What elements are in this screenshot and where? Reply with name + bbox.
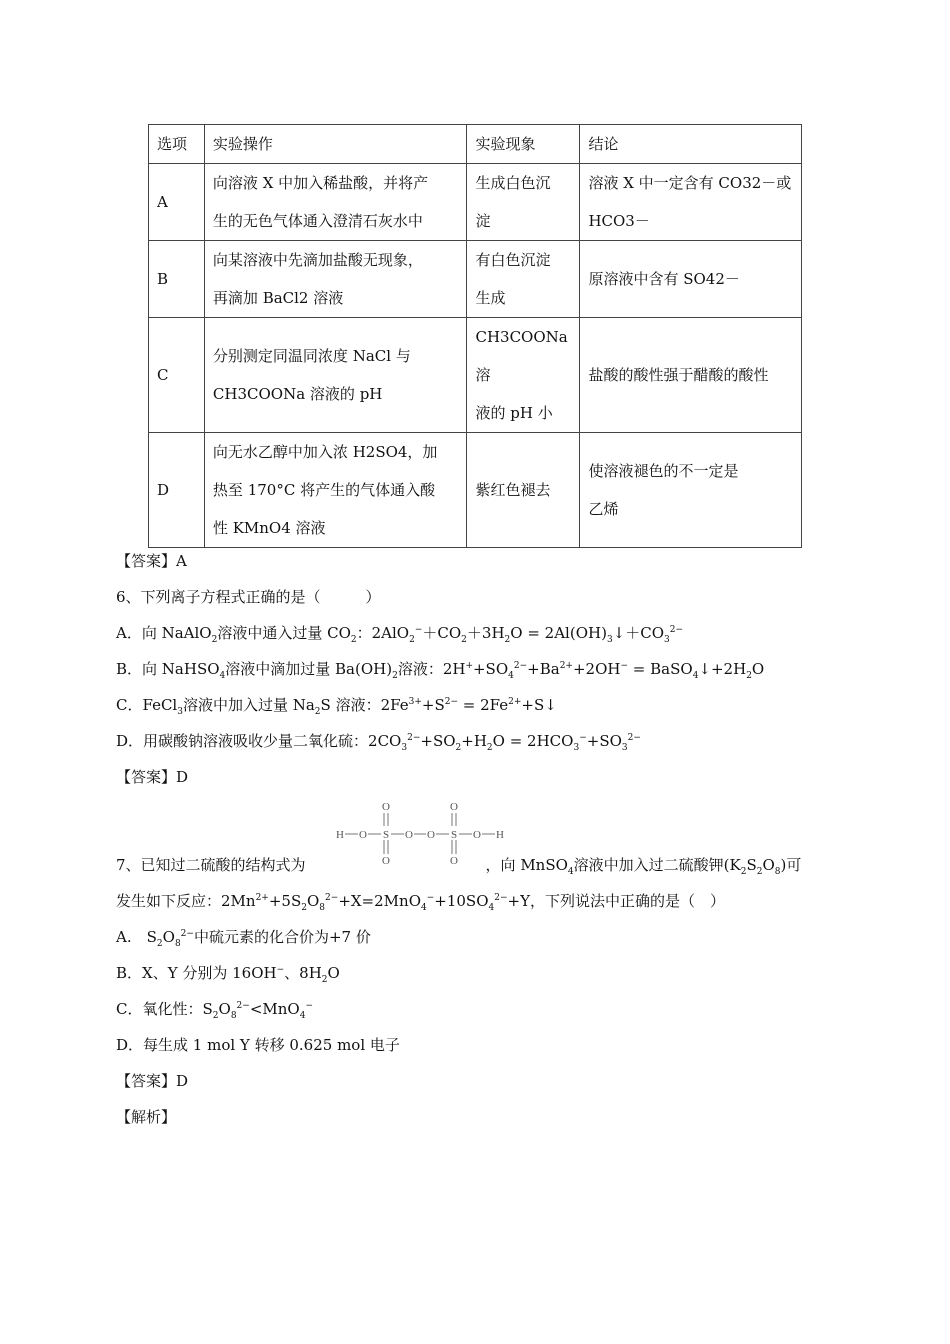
question-7-stem-line-1: 7、已知过二硫酸的结构式为 ，向 MnSO$_4$溶液中加入过二硫酸钾$(K_2S_2O_8)$可 — [116, 856, 802, 877]
answer-5: 【答案】A — [116, 552, 187, 570]
atom-label: O — [405, 829, 413, 841]
header-option: 选项 — [149, 125, 205, 164]
header-conclusion: 结论 — [580, 125, 802, 164]
row-conclusion: 原溶液中含有 SO42－ — [580, 241, 802, 318]
question-6-stem: 6、下列离子方程式正确的是（ ） — [116, 588, 381, 606]
row-operation: 分别测定同温同浓度 NaCl 与 CH3COONa 溶液的 pH — [204, 318, 467, 433]
row-phenomenon: 紫红色褪去 — [467, 433, 580, 548]
atom-label: S — [450, 829, 458, 841]
answer-7: 【答案】D — [116, 1072, 189, 1090]
question-7-option-d: D．每生成 1 mol Y 转移 0.625 mol 电子 — [116, 1036, 400, 1054]
row-operation: 向某溶液中先滴加盐酸无现象， 再滴加 BaCl2 溶液 — [204, 241, 467, 318]
atom-label: H — [336, 829, 344, 841]
question-6-option-d: D．用碳酸钠溶液吸收少量二氧化硫：$2CO_3^{2-}+SO_2+H_2O = 2HCO_3^-+SO_3^{2-}$ — [116, 732, 641, 753]
header-phenomenon: 实验现象 — [467, 125, 580, 164]
atom-label: O — [359, 829, 367, 841]
question-6-option-b: B．向 NaHSO$_4$溶液中滴加过量 $Ba(OH)_2$溶液：$2H^++SO_4^{2-}+Ba^{2+}+2OH^-$ = $BaSO_4↓+2H_2O$ — [116, 660, 765, 681]
atom-label: H — [496, 829, 504, 841]
row-operation: 向溶液 X 中加入稀盐酸，并将产 生的无色气体通入澄清石灰水中 — [204, 164, 467, 241]
row-option: A — [149, 164, 205, 241]
question-7-stem-line-2: 发生如下反应：$2Mn^{2+}+5S_2O_8^{2-}+X=2MnO_4^-+10SO_4^{2-}+Y$，下列说法中正确的是（ ） — [116, 892, 726, 913]
question-6-option-c: C．FeCl$_3$溶液中加入过量 $Na_2S$ 溶液：$2Fe^{3+}+S^{2-}$ = $2Fe^{2+}+S↓$ — [116, 696, 557, 717]
row-option: C — [149, 318, 205, 433]
row-conclusion: 盐酸的酸性强于醋酸的酸性 — [580, 318, 802, 433]
atom-label: S — [382, 829, 390, 841]
atom-label: O — [382, 801, 390, 813]
table-row — [149, 433, 802, 548]
question-7-option-a: A. $S_2O_8^{2-}$中硫元素的化合价为+7 价 — [116, 928, 371, 949]
question-7-option-c: C．氧化性：$S_2O_8^{2-}<MnO_4^-$ — [116, 1000, 313, 1021]
row-phenomenon: 生成白色沉 淀 — [467, 164, 580, 241]
row-option: B — [149, 241, 205, 318]
question-6-option-a: A．向 NaAlO$_2$溶液中通入过量 $CO_2$：$2AlO_2^-+CO_2+3H_2O$ = $2Al(OH)_3↓+CO_3^{2-}$ — [116, 624, 684, 645]
row-operation: 向无水乙醇中加入浓 H2SO4，加 热至 170°C 将产生的气体通入酸 性 KMnO4 溶液 — [204, 433, 467, 548]
row-option: D — [149, 433, 205, 548]
table-row — [149, 241, 802, 318]
analysis-heading: 【解析】 — [116, 1108, 177, 1126]
table-row — [149, 318, 802, 433]
row-phenomenon: CH3COONa 溶 液的 pH 小 — [467, 318, 580, 433]
atom-label: O — [450, 801, 458, 813]
header-operation: 实验操作 — [204, 125, 467, 164]
row-conclusion: 使溶液褪色的不一定是 乙烯 — [580, 433, 802, 548]
question-7-option-b: B．X、Y 分别为 16OH−、$8H_2O$ — [116, 964, 340, 985]
row-phenomenon: 有白色沉淀 生成 — [467, 241, 580, 318]
experiment-table — [148, 124, 802, 548]
atom-label: O — [473, 829, 481, 841]
answer-6: 【答案】D — [116, 768, 189, 786]
table-row — [149, 164, 802, 241]
table-header-row — [149, 125, 802, 164]
atom-label: O — [382, 855, 390, 867]
row-conclusion: 溶液 X 中一定含有 CO32－或 HCO3－ — [580, 164, 802, 241]
atom-label: O — [427, 829, 435, 841]
atom-label: O — [450, 855, 458, 867]
